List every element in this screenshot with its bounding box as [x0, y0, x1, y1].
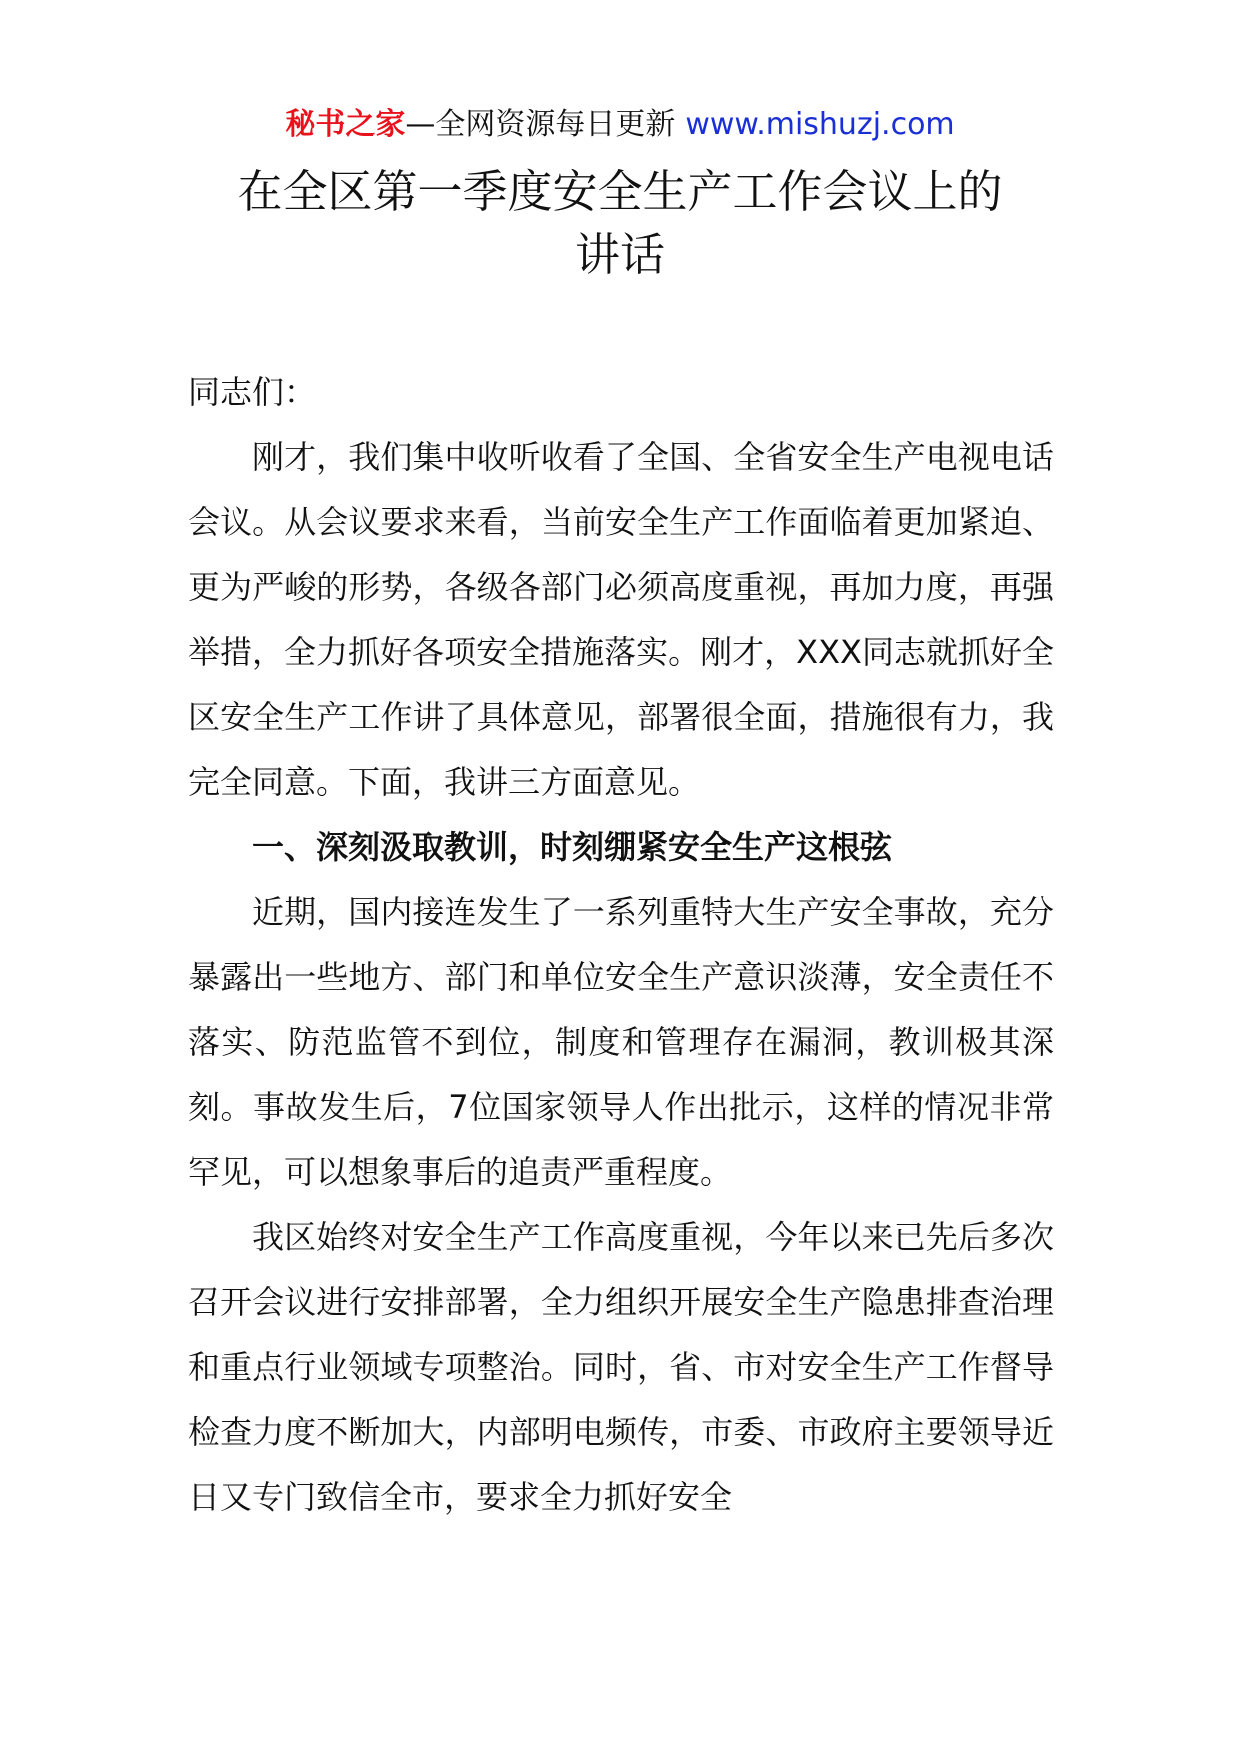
title-line-2: 讲话 [574, 228, 665, 281]
section-heading-1: 一、深刻汲取教训，时刻绷紧安全生产这根弦 [252, 828, 893, 866]
document-title [0, 160, 1240, 286]
title-line-1: 在全区第一季度安全生产工作会议上的 [237, 165, 1003, 218]
site-tagline: —全网资源每日更新 [405, 107, 676, 142]
document-body [188, 360, 1054, 1530]
salutation: 同志们： [188, 373, 317, 411]
site-url-link[interactable]: www.mishuzj.com [685, 107, 955, 142]
brand-name: 秘书之家 [285, 107, 406, 142]
paragraph-lessons: 近期，国内接连发生了一系列重特大生产安全事故，充分暴露出一些地方、部门和单位安全生产意识淡薄，安全责任不落实、防范监管不到位，制度和管理存在漏洞，教训极其深刻。事故发生后，7位国家领导人作出批示，这样的情况非常罕见，可以想象事后的追责严重程度。 [188, 893, 1054, 1191]
paragraph-intro: 刚才，我们集中收听收看了全国、全省安全生产电视电话会议。从会议要求来看，当前安全生产工作面临着更加紧迫、更为严峻的形势，各级各部门必须高度重视，再加力度，再强举措，全力抓好各项安全措施落实。刚才，XXX同志就抓好全区安全生产工作讲了具体意见，部署很全面，措施很有力，我完全同意。下面，我讲三方面意见。 [188, 438, 1054, 801]
site-header [0, 100, 1240, 150]
paragraph-district: 我区始终对安全生产工作高度重视，今年以来已先后多次召开会议进行安排部署，全力组织开展安全生产隐患排查治理和重点行业领域专项整治。同时，省、市对安全生产工作督导检查力度不断加大，内部明电频传，市委、市政府主要领导近日又专门致信全市，要求全力抓好安全 [188, 1218, 1054, 1516]
